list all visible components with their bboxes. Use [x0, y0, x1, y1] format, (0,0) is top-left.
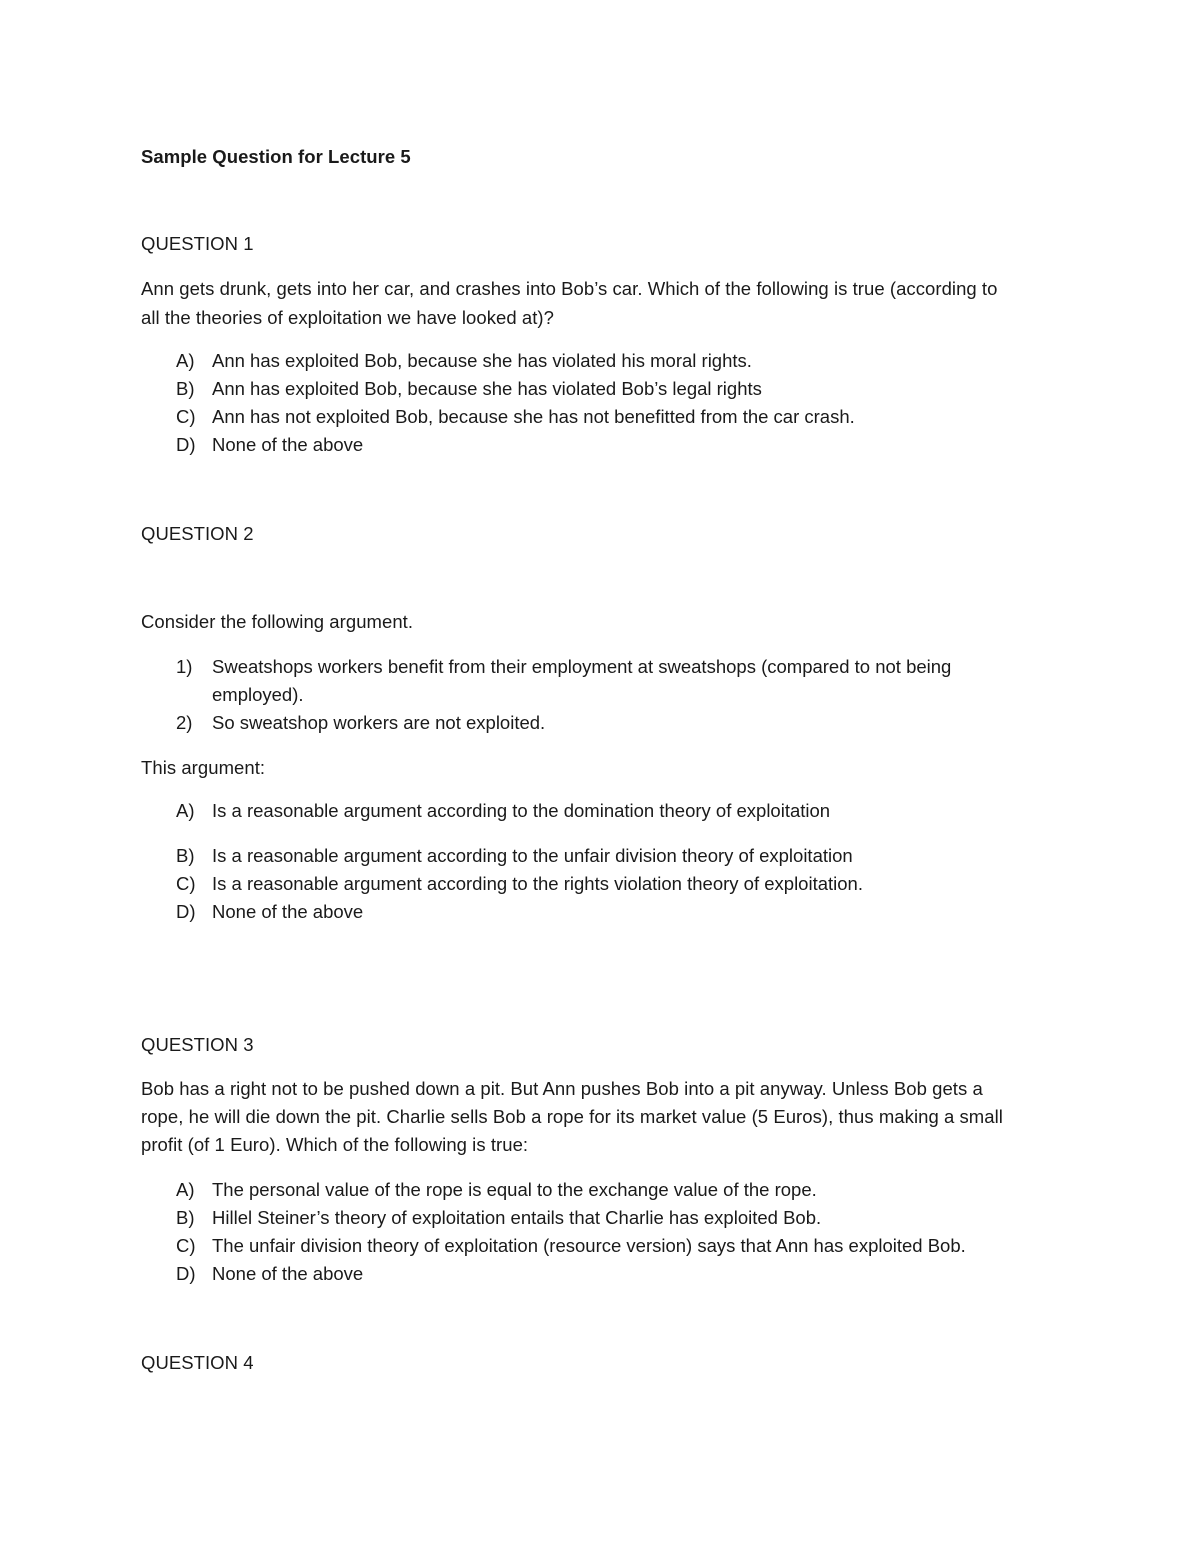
- premise-text: Sweatshops workers benefit from their employment at sweatshops (compared to not being: [212, 656, 952, 677]
- option-marker: A): [176, 800, 195, 821]
- option-text: Ann has not exploited Bob, because she has not benefitted from the car crash.: [212, 406, 855, 427]
- option-marker: B): [176, 1207, 195, 1228]
- option-text: The unfair division theory of exploitation (resource version) says that Ann has exploited Bob.: [212, 1235, 966, 1256]
- option-text: Ann has exploited Bob, because she has violated Bob’s legal rights: [212, 378, 762, 399]
- option-text: None of the above: [212, 1263, 364, 1284]
- option-marker: B): [176, 378, 195, 399]
- question-3-stem-line-3: profit (of 1 Euro). Which of the following is true:: [141, 1134, 529, 1155]
- question-4-heading: QUESTION 4: [141, 1352, 254, 1373]
- option-marker: A): [176, 1179, 195, 1200]
- question-1-stem-line-2: all the theories of exploitation we have looked at)?: [141, 307, 554, 328]
- option-text: None of the above: [212, 434, 364, 455]
- option-marker: D): [176, 434, 196, 455]
- option-marker: D): [176, 901, 196, 922]
- question-3-stem-line-1: Bob has a right not to be pushed down a pit. But Ann pushes Bob into a pit anyway. Unless Bob gets a: [141, 1078, 983, 1099]
- option-text: Is a reasonable argument according to the rights violation theory of exploitation.: [212, 873, 863, 894]
- option-marker: C): [176, 406, 196, 427]
- option-marker: C): [176, 873, 196, 894]
- option-marker: B): [176, 845, 195, 866]
- option-text: Hillel Steiner’s theory of exploitation entails that Charlie has exploited Bob.: [212, 1207, 822, 1228]
- premise-text: employed).: [212, 684, 304, 705]
- option-text: Is a reasonable argument according to the domination theory of exploitation: [212, 800, 831, 821]
- premise-marker: 2): [176, 712, 193, 733]
- option-marker: C): [176, 1235, 196, 1256]
- question-3-stem-line-2: rope, he will die down the pit. Charlie sells Bob a rope for its market value (5 Euros), thus making a small: [141, 1106, 1003, 1127]
- document-title: Sample Question for Lecture 5: [141, 146, 411, 167]
- question-1-heading: QUESTION 1: [141, 233, 254, 254]
- option-marker: D): [176, 1263, 196, 1284]
- question-2-lead: This argument:: [141, 757, 266, 778]
- option-text: The personal value of the rope is equal to the exchange value of the rope.: [212, 1179, 817, 1200]
- question-2-heading: QUESTION 2: [141, 523, 254, 544]
- premise-marker: 1): [176, 656, 193, 677]
- option-text: Ann has exploited Bob, because she has violated his moral rights.: [212, 350, 752, 371]
- option-text: None of the above: [212, 901, 364, 922]
- premise-text: So sweatshop workers are not exploited.: [212, 712, 546, 733]
- question-2-intro: Consider the following argument.: [141, 611, 414, 632]
- question-3-heading: QUESTION 3: [141, 1034, 254, 1055]
- option-marker: A): [176, 350, 195, 371]
- option-text: Is a reasonable argument according to the unfair division theory of exploitation: [212, 845, 853, 866]
- question-1-stem-line-1: Ann gets drunk, gets into her car, and crashes into Bob’s car. Which of the following is true (according to: [141, 278, 998, 299]
